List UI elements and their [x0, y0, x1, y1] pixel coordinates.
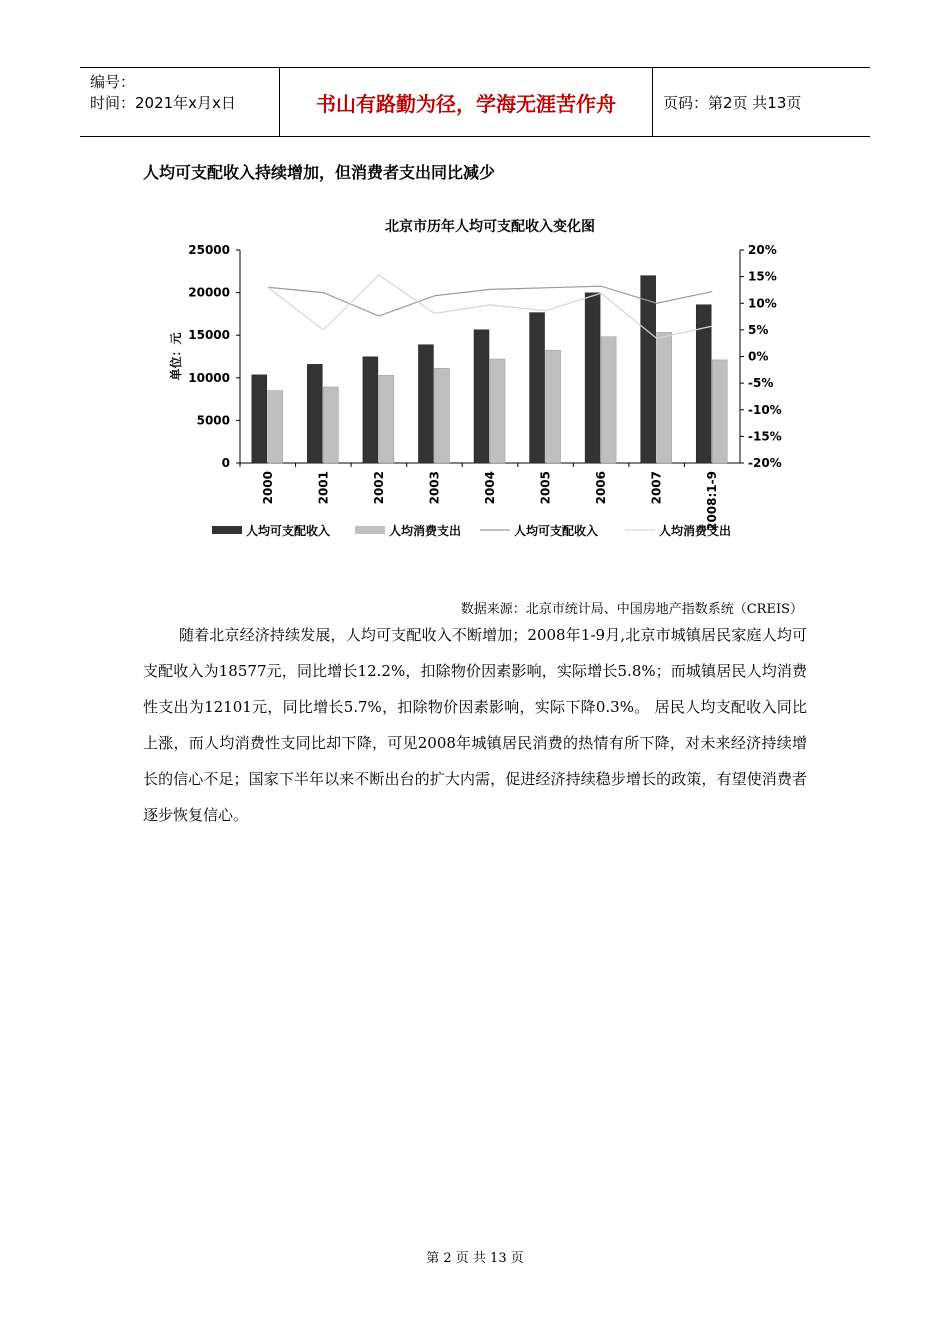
legend-label: 人均可支配收入	[514, 524, 599, 538]
body-paragraph: 随着北京经济持续发展，人均可支配收入不断增加；2008年1-9月,北京市城镇居民家庭人均可支配收入为18577元，同比增长12.2%，扣除物价因素影响，实际增长5.8%；而城镇居民人均消费性支出为12101元，同比增长5.7%，扣除物价因素影响，实际下降0.3%。 居民人均支配收入同比上涨，而人均消费性支同比却下降，可见2008年城镇居民消费的热情有所下降，对未来经济持续增长的信心不足；国家下半年以来不断出台的扩大内需，促进经济持续稳步增长的政策，有望使消费者逐步恢复信心。	[143, 626, 807, 824]
y-tick-label: 0	[221, 456, 230, 470]
legend-label: 人均可支配收入	[246, 524, 331, 538]
bar-spending	[601, 337, 616, 463]
bar-spending	[712, 360, 727, 463]
y-tick-label: 10000	[188, 370, 230, 385]
x-tick-label: 2004	[483, 471, 497, 505]
income-chart	[150, 205, 782, 550]
y2-tick-label: -20%	[748, 456, 782, 470]
legend-label: 人均消费支出	[659, 524, 732, 538]
header-page-number: 页码：第2页 共13页	[663, 93, 802, 112]
bar-income	[363, 357, 378, 463]
bar-spending	[434, 368, 449, 463]
y-axis-label: 单位：元	[169, 332, 183, 381]
y-tick-label: 20000	[188, 285, 230, 300]
bar-spending	[546, 350, 561, 463]
y2-tick-label: 10%	[748, 296, 777, 311]
bar-income	[641, 276, 656, 463]
bar-spending	[490, 359, 505, 463]
y-tick-label: 25000	[188, 243, 230, 257]
bar-income	[530, 313, 545, 463]
data-source-note: 数据来源：北京市统计局、中国房地产指数系统（CREIS）	[460, 602, 803, 617]
legend-swatch	[212, 526, 242, 534]
page-footer: 第 2 页 共 13 页	[426, 1251, 524, 1266]
header-table	[80, 67, 870, 137]
x-tick-label: 2007	[649, 471, 664, 505]
x-tick-label: 2002	[371, 471, 386, 505]
legend-swatch	[355, 526, 385, 534]
y2-tick-label: 15%	[748, 269, 777, 284]
document-number-label: 编号：	[90, 73, 136, 91]
x-tick-label: 2000	[260, 471, 275, 505]
bar-income	[307, 364, 322, 463]
header-info-cell	[80, 68, 280, 136]
legend-label: 人均消费支出	[389, 524, 462, 538]
bar-income	[474, 330, 489, 463]
y2-tick-label: -5%	[748, 376, 774, 391]
bar-spending	[323, 387, 338, 463]
x-tick-label: 2006	[594, 471, 609, 505]
y2-tick-label: -10%	[748, 402, 782, 417]
y2-tick-label: 20%	[748, 243, 777, 257]
header-motto: 书山有路勤为径，学海无涯苦作舟	[280, 68, 653, 136]
bar-income	[418, 345, 433, 463]
bar-spending	[268, 391, 283, 463]
x-tick-label: 2005	[538, 471, 553, 505]
x-tick-label: 2003	[427, 471, 442, 505]
y2-tick-label: 0%	[748, 349, 769, 364]
y-tick-label: 15000	[188, 328, 230, 343]
y2-tick-label: 5%	[748, 322, 769, 337]
bar-spending	[379, 375, 394, 463]
x-tick-label: 2008:1-9	[705, 471, 720, 531]
y2-tick-label: -15%	[748, 429, 782, 444]
bar-spending	[657, 332, 672, 463]
bar-income	[585, 293, 600, 463]
document-time-label: 时间：2021年x月x日	[90, 94, 236, 112]
x-tick-label: 2001	[316, 471, 331, 505]
bar-income	[252, 375, 267, 463]
y-tick-label: 5000	[196, 413, 230, 428]
chart-title: 北京市历年人均可支配收入变化图	[385, 219, 595, 235]
section-heading: 人均可支配收入持续增加，但消费者支出同比减少	[143, 163, 496, 182]
